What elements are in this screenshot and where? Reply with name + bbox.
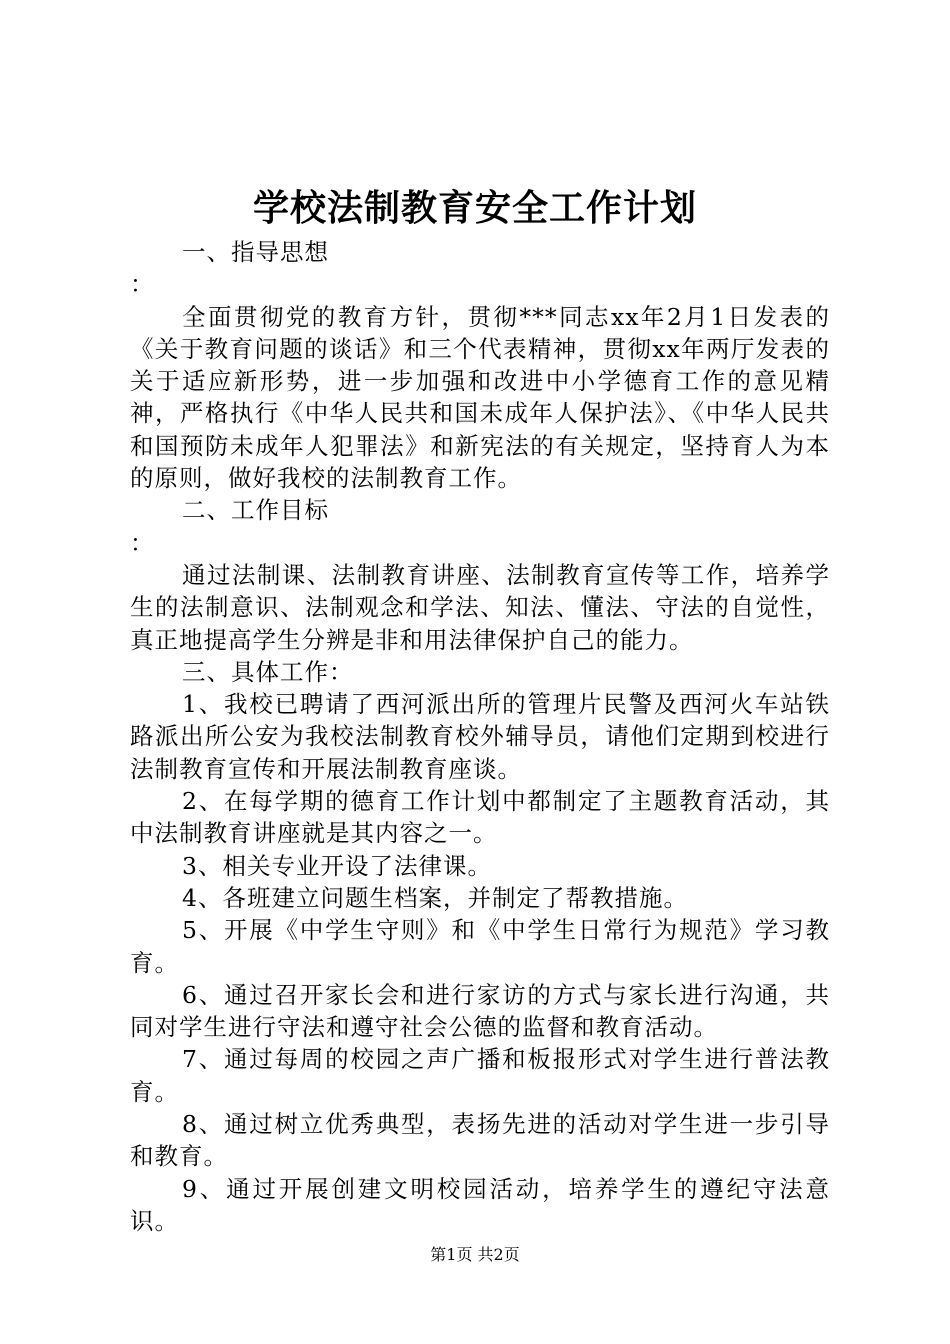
list-item: 9、通过开展创建文明校园活动，培养学生的遵纪守法意识。 [130, 1174, 830, 1235]
list-item: 6、通过召开家长会和进行家访的方式与家长进行沟通，共同对学生进行守法和遵守社会公德的监督和教育活动。 [130, 980, 830, 1042]
paragraph: 通过法制课、法制教育讲座、法制教育宣传等工作，培养学生的法制意识、法制观念和学法、知法、懂法、守法的自觉性，真正地提高学生分辨是非和用法律保护自己的能力。 [130, 560, 830, 654]
paragraph: 全面贯彻党的教育方针，贯彻***同志xx年2月1日发表的《关于教育问题的谈话》和三个代表精神，贯彻xx年两厅发表的关于适应新形势，进一步加强和改进中小学德育工作的意见精神，严格执行《中华人民共和国未成年人保护法》、《中华人民共和国预防未成年人犯罪法》和新宪法的有关规定，坚持育人为本的原则，做好我校的法制教育工作。 [130, 302, 830, 493]
list-item: 3、相关专业开设了法律课。 [182, 851, 492, 880]
list-item: 1、我校已聘请了西河派出所的管理片民警及西河火车站铁路派出所公安为我校法制教育校外辅导员，请他们定期到校进行法制教育宣传和开展法制教育座谈。 [130, 690, 830, 783]
list-item: 5、开展《中学生守则》和《中学生日常行为规范》学习教育。 [130, 916, 830, 977]
list-item: 4、各班建立问题生档案，并制定了帮教措施。 [182, 883, 688, 912]
section-colon-2: ： [130, 528, 155, 557]
document-body [130, 236, 830, 1237]
list-item: 8、通过树立优秀典型，表扬先进的活动对学生进一步引导和教育。 [130, 1110, 830, 1171]
list-item: 7、通过每周的校园之声广播和板报形式对学生进行普法教育。 [130, 1045, 830, 1106]
section-heading-1: 一、指导思想 [182, 238, 329, 266]
document-title: 学校法制教育安全工作计划 [252, 187, 697, 229]
section-colon-1: ： [130, 270, 155, 299]
section-heading-3: 三、具体工作： [182, 657, 354, 686]
section-heading-2: 二、工作目标 [182, 496, 329, 525]
list-item: 2、在每学期的德育工作计划中都制定了主题教育活动，其中法制教育讲座就是其内容之一。 [130, 787, 830, 848]
page-footer: 第1页 共2页 [430, 1245, 520, 1264]
